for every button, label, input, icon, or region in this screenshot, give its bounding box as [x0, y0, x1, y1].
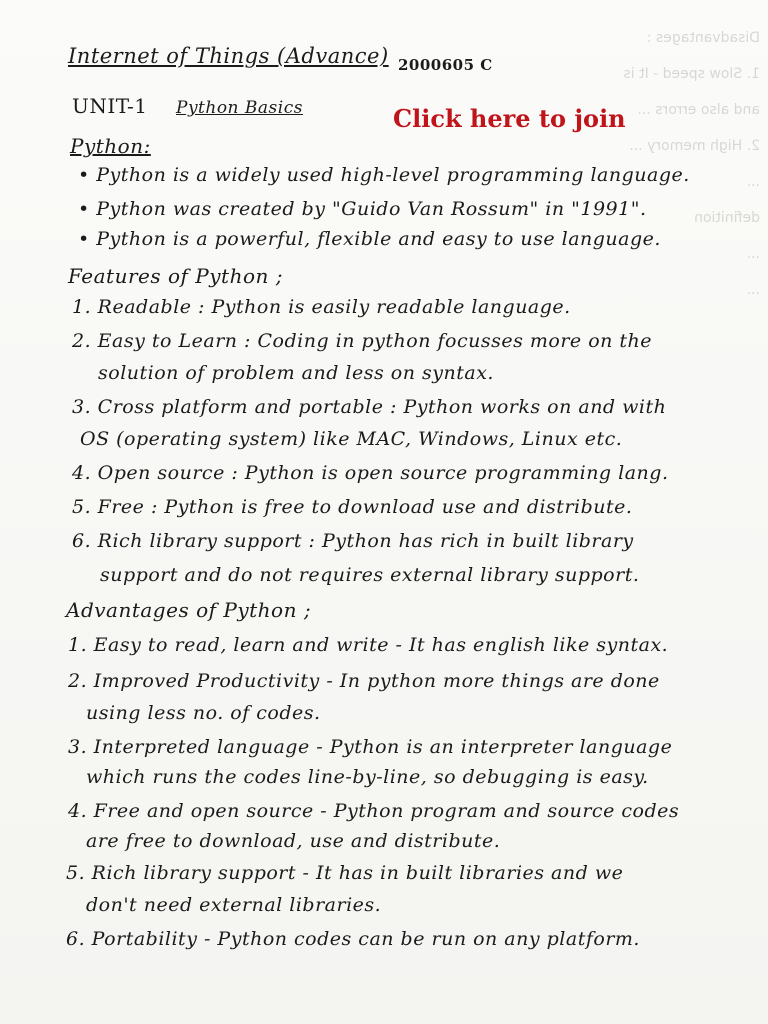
advantage-line: which runs the codes line-by-line, so debugging is easy.: [86, 766, 649, 788]
unit-subtitle: Python Basics: [176, 98, 303, 118]
python-bullet: • Python was created by "Guido Van Rossum" in "1991".: [78, 198, 647, 220]
feature-line: 6. Rich library support : Python has rich in built library: [72, 530, 634, 552]
advantage-line: 2. Improved Productivity - In python more things are done: [68, 670, 660, 692]
advantage-line: 3. Interpreted language - Python is an interpreter language: [68, 736, 673, 758]
python-heading: Python:: [70, 134, 151, 158]
advantage-line: 4. Free and open source - Python program and source codes: [68, 800, 680, 822]
advantage-line: 5. Rich library support - It has in built libraries and we: [66, 862, 624, 884]
advantage-line: are free to download, use and distribute.: [86, 830, 501, 852]
feature-line: 4. Open source : Python is open source programming lang.: [72, 462, 669, 484]
feature-line: OS (operating system) like MAC, Windows, Linux etc.: [80, 428, 623, 450]
feature-line: 3. Cross platform and portable : Python works on and with: [72, 396, 667, 418]
advantage-line: don't need external libraries.: [86, 894, 382, 916]
unit-label: UNIT-1: [72, 94, 148, 118]
feature-line: solution of problem and less on syntax.: [98, 362, 494, 384]
advantage-line: using less no. of codes.: [86, 702, 321, 724]
join-link[interactable]: Click here to join: [393, 104, 626, 133]
feature-line: support and do not requires external library support.: [100, 564, 640, 586]
feature-line: 1. Readable : Python is easily readable language.: [72, 296, 571, 318]
course-code: 2000605 C: [398, 56, 493, 74]
course-title: Internet of Things (Advance): [68, 44, 389, 68]
features-heading: Features of Python ;: [68, 264, 283, 288]
feature-line: 2. Easy to Learn : Coding in python focusses more on the: [72, 330, 653, 352]
advantage-line: 1. Easy to read, learn and write - It has english like syntax.: [68, 634, 669, 656]
advantage-line: 6. Portability - Python codes can be run on any platform.: [66, 928, 640, 950]
bleed-through-text: Disadvantages : 1. Slow speed - It is and also errors ... 2. High memory ... ... definition ... ...: [623, 30, 760, 298]
python-bullet: • Python is a widely used high-level programming language.: [78, 164, 690, 186]
advantages-heading: Advantages of Python ;: [66, 598, 312, 622]
feature-line: 5. Free : Python is free to download use and distribute.: [72, 496, 633, 518]
python-bullet: • Python is a powerful, flexible and easy to use language.: [78, 228, 661, 250]
